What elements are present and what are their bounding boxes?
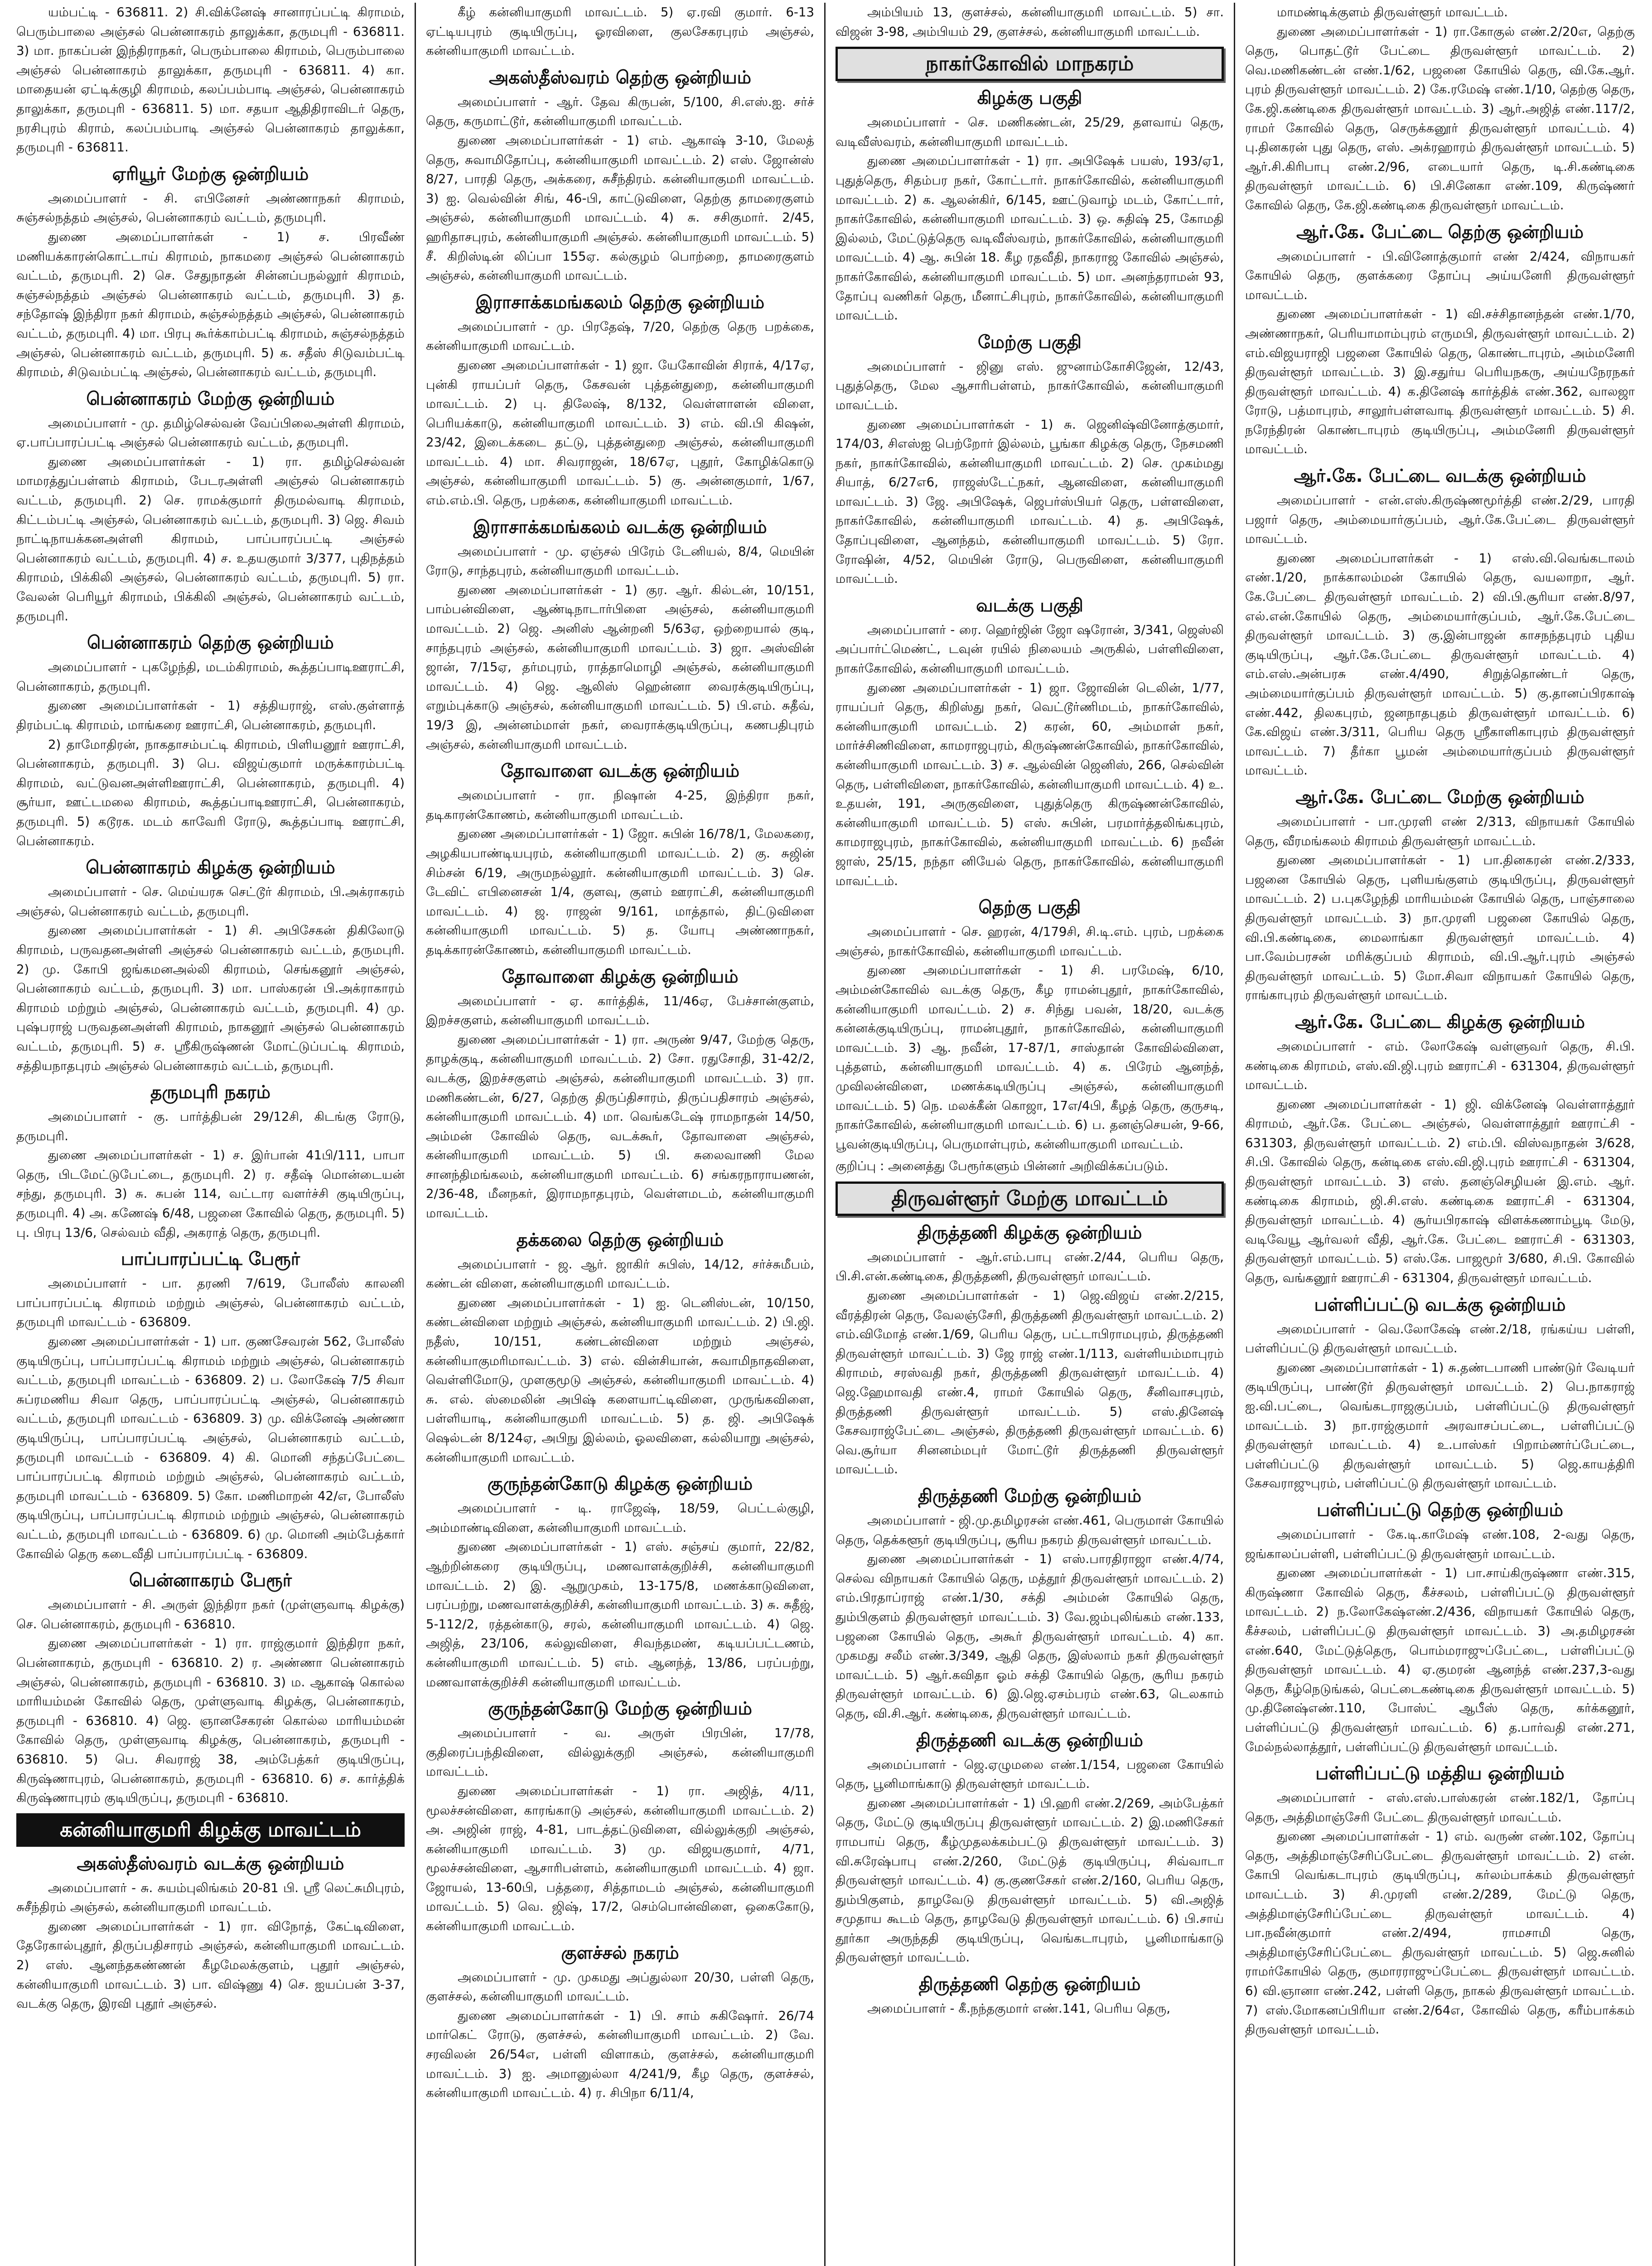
section-heading: குருந்தன்கோடு மேற்கு ஒன்றியம் [488, 1699, 752, 1719]
newspaper-page [6, 3, 1646, 2266]
section-heading: தோவாளை வடக்கு ஒன்றியம் [500, 761, 740, 782]
member-paragraph: துணை அமைப்பாளர்கள் - 1) ரா.கோகுல் எண்.2/20எ, தெற்கு தெரு, பொதட்டூர் பேட்டை திருவள்ளூர் மாவட்டம். 2) வெ.மணிகண்டன் எண்.1/62, பஜனை கோயில் தெரு, வி.கே.ஆர். புரம் திருவள்ளூர் மாவட்டம். 2) கே.ரமேஷ் எண்.1/10, தெற்கு தெரு, கே.ஜி.கண்டிகை திருவள்ளூர் மாவட்டம். 3) ஆர்.அஜித் எண்.117/2, ராமர் கோவில் தெரு, செருக்கனூர் திருவள்ளூர் மாவட்டம். 4) பு.தினகரன் புது தெரு, எஸ். அக்ரஹாரம் திருவள்ளூர் மாவட்டம். 5) ஆர்.சி.கிரிபாபு எண்.2/96, எடையார் தெரு, டி.சி.கண்டிகை திருவள்ளூர் மாவட்டம். 6) பி.சினேகா எண்.109, கிருஷ்ணர் கோவில் தெரு, கே.ஜி.கண்டிகை திருவள்ளூர் மாவட்டம். [1245, 24, 1635, 213]
member-paragraph: துணை அமைப்பாளர்கள் - 1) ரா. விநோத், கேட்டிவிளை, தேரேகால்புதூர், திருப்பதிசாரம் அஞ்சல், கன்னியாகுமரி மாவட்டம். 2) எஸ். ஆனந்தகண்ணன் கீழமேலக்குளம், புதூர் அஞ்சல், கன்னியாகுமரி மாவட்டம். 3) பா. விஷ்ணு 4) செ. ஐயப்பன் 3-37, வடக்கு தெரு, இரவி புதூர் அஞ்சல். [16, 1918, 405, 2011]
section-heading: ஆர்.கே. பேட்டை கிழக்கு ஒன்றியம் [1295, 1012, 1585, 1032]
member-paragraph: துணை அமைப்பாளர்கள் - 1) சத்தியராஜ், எஸ்.குள்ளாத் திரம்பட்டி கிராமம், மாங்கரை ஊராட்சி, பென்னாகரம், தருமபுரி. [16, 698, 405, 732]
section-heading: பள்ளிப்பட்டு வடக்கு ஒன்றியம் [1314, 1294, 1566, 1315]
member-paragraph: துணை அமைப்பாளர்கள் - 1) பா. குணசேவரன் 562, போலீஸ் குடியிருப்பு, பாப்பாரப்பட்டி கிராமம் மற்றும் அஞ்சல், பென்னாகரம் வட்டம், தருமபுரி மாவட்டம் - 636809. 2) ப. லோகேஷ் 7/5 சிவா சுப்ரமணிய சிவா தெரு, பாப்பாரப்பட்டி அஞ்சல், பென்னாகரம் வட்டம், தருமபுரி மாவட்டம் - 636809. 3) மு. விக்னேஷ் அண்ணா குடியிருப்பு, பாப்பாரப்பட்டி அஞ்சல், பென்னாகரம் வட்டம், தருமபுரி மாவட்டம் - 636809. 4) கி. மொனி சந்தப்பேட்டை பாப்பாரப்பட்டி கிராமம் மற்றும் அஞ்சல், பென்னாகரம் வட்டம், தருமபுரி மாவட்டம் - 636809. 5) கோ. மணிமாறன் 42/எ, போலீஸ் குடியிருப்பு, பாப்பாரப்பட்டி கிராமம் மற்றும் அஞ்சல், பென்னாகரம் வட்டம், தருமபுரி மாவட்டம் - 636809. 6) மு. மொனி அம்பேத்கார் கோவில் தெரு கடைவீதி பாப்பாரப்பட்டி - 636809. [16, 1334, 405, 1561]
member-paragraph: அமைப்பாளர் - மு. முகமது அப்துல்லா 20/30, பள்ளி தெரு, குளச்சல், கன்னியாகுமரி மாவட்டம். [426, 1969, 814, 2004]
section-heading: வடக்கு பகுதி [976, 595, 1083, 616]
section-heading: தருமபுரி நகரம் [150, 1082, 271, 1103]
member-paragraph: துணை அமைப்பாளர்கள் - 1) ஜெ.விஜய் எண்.2/215, வீரத்திரன் தெரு, வேலஞ்சேரி, திருத்தணி திருவள்ளூர் மாவட்டம். 2) எம்.விமோத் எண்.1/69, பெரிய தெரு, பட்டாபிராமபுரம், திருத்தணி திருவள்ளூர் மாவட்டம். 3) ஜே ராஜ் எண்.1/113, வள்ளியம்மாபுரம் கிராமம், சரஸ்வதி நகர், திருத்தணி திருவள்ளூர் மாவட்டம். 4) ஜெ.ஹேமாவதி எண்.4, ராமர் கோயில் தெரு, சீனிவாசபுரம், திருத்தணி திருவள்ளூர் மாவட்டம். 5) எஸ்.தினேஷ் கேசவராஜ்பேட்டை அஞ்சல், திருத்தணி திருவள்ளூர் மாவட்டம். 6) வெ.சூர்யா சினனம்மபுர் மோட்டூர் திருத்தணி திருவள்ளூர் மாவட்டம். [836, 1288, 1224, 1477]
member-paragraph: அமைப்பாளர் - புகழேந்தி, மடம்கிராமம், கூத்தப்பாடிஊராட்சி, பென்னாகரம், தருமபுரி. [16, 659, 405, 694]
section-heading: பென்னாகரம் பேரூர் [129, 1570, 292, 1591]
section-heading: திருத்தணி வடக்கு ஒன்றியம் [916, 1730, 1143, 1751]
section-heading: தோவாளை கிழக்கு ஒன்றியம் [502, 966, 739, 987]
section-heading: அகஸ்தீஸ்வரம் வடக்கு ஒன்றியம் [77, 1853, 344, 1874]
section-heading: ஆர்.கே. பேட்டை தெற்கு ஒன்றியம் [1296, 222, 1584, 242]
member-paragraph: அமைப்பாளர் - செ. மணிகண்டன், 25/29, தளவாய் தெரு, வடிவீஸ்வரம், கன்னியாகுமரி மாவட்டம். [836, 115, 1224, 149]
member-paragraph: அமைப்பாளர் - ஆர். தேவ கிருபன், 5/100, சி.எஸ்.ஐ. சர்ச் தெரு, கருமாட்டூர், கன்னியாகுமரி மாவட்டம். [426, 94, 814, 129]
note-text: குறிப்பு : அனைத்து பேரூர்களும் பின்னர் அறிவிக்கப்படும். [836, 1158, 1169, 1174]
member-paragraph: அமைப்பாளர் - வ. அருள் பிரபின், 17/78, குதிரைப்பந்திவிளை, வில்லுக்குறி அஞ்சல், கன்னியாகுமரி மாவட்டம். [426, 1725, 814, 1779]
member-paragraph: அமைப்பாளர் - செ. மெய்யரசு செட்டூர் கிராமம், பி.அக்ராகரம் அஞ்சல், பென்னாகரம் வட்டம், தருமபுரி. [16, 884, 405, 919]
member-paragraph: அமைப்பாளர் - ரா. நிஷான் 4-25, இந்திரா நகர், தடிகாரன்கோணம், கன்னியாகுமரி மாவட்டம். [426, 788, 814, 822]
section-heading: ஆர்.கே. பேட்டை வடக்கு ஒன்றியம் [1294, 466, 1586, 487]
member-paragraph: துணை அமைப்பாளர்கள் - 1) ஐ. டெனிஸ்டன், 10/150, கண்டன்விளை மற்றும் அஞ்சல், கன்னியாகுமரி மாவட்டம். 2) பி.ஜி. நதீஸ், 10/151, கண்டன்விளை மற்றும் அஞ்சல், கன்னியாகுமரிமாவட்டம். 3) எல். வின்சியான், சுவாமிநாதவிளை, வெள்ளிமோடு, முளகுமூடு அஞ்சல், கன்னியாகுமரி மாவட்டம். 4) சு. எல். ஸ்மைலின் அபிஷ் களையாட்டிவிளை, முருங்கவிளை, பள்ளியாடி, கன்னியாகுமரி மாவட்டம். 5) த. ஜி. அபிஷேக் ஷெல்டன் 8/124ஏ, அபிநு இல்லம், ஓலவிளை, கல்லியாறு அஞ்சல், கன்னியாகுமரி மாவட்டம். [426, 1295, 814, 1465]
member-paragraph: அமைப்பாளர் - கு. பார்த்திபன் 29/12சி, கிடங்கு ரோடு, தருமபுரி. [16, 1109, 405, 1143]
member-paragraph: அமைப்பாளர் - மு. ஏஞ்சல் பிரேம் டேனியல், 8/4, மெயின் ரோடு, சாந்தபுரம், கன்னியாகுமரி மாவட்டம். [426, 543, 814, 578]
member-paragraph: அமைப்பாளர் - எஸ்.எஸ்.பாஸ்கரன் எண்.182/1, தோப்பு தெரு, அத்திமாஞ்சேரி பேட்டை திருவள்ளூர் மாவட்டம். [1245, 1790, 1635, 1825]
member-paragraph: அமைப்பாளர் - ஜினு எஸ். ஜுனாம்கோசிஜேன், 12/43, புதுத்தெரு, மேல ஆசாரிபள்ளம், நாகர்கோவில், கன்னியாகுமரி மாவட்டம். [836, 358, 1224, 412]
section-heading: குளச்சல் நகரம் [561, 1942, 679, 1963]
member-paragraph: மாமண்டிக்குளம் திருவள்ளூர் மாவட்டம். [1277, 5, 1508, 19]
member-paragraph: துணை அமைப்பாளர்கள் - 1) பா.சாய்கிருஷ்ணா எண்.315, கிருஷ்ணா கோவில் தெரு, கீச்சலம், பள்ளிப்பட்டு திருவள்ளூர் மாவட்டம். 2) ந.லோகேஷ்எண்.2/436, விநாயகர் கோயில் தெரு, கீச்சலம், பள்ளிப்பட்டு திருவள்ளூர் மாவட்டம். 3) அ.தமிழரசன் எண்.640, மேட்டுத்தெரு, பொம்மராஜுப்பேட்டை, பள்ளிப்பட்டு திருவள்ளூர் மாவட்டம். 4) ஏ.குமரன் ஆனந்த் எண்.237,3-வது தெரு, கீழ்நெடுங்கல், பெட்டைகண்டிகை திருவள்ளூர் மாவட்டம். 5) மு.தினேஷ்எண்.110, போஸ்ட் ஆபீஸ் தெரு, கர்க்கனூர், பள்ளிப்பட்டு திருவள்ளூர் மாவட்டம். 6) த.பார்வதி எண்.271, மேல்நல்லாத்தூர், பள்ளிப்பட்டு திருவள்ளூர் மாவட்டம். [1245, 1565, 1635, 1754]
section-heading: குருந்தன்கோடு கிழக்கு ஒன்றியம் [487, 1474, 753, 1495]
member-paragraph: யம்பட்டி - 636811. 2) சி.விக்னேஷ் சானாரப்பட்டி கிராமம், பெரும்பாலை அஞ்சல் பென்னாகரம் தாலுக்கா, தருமபுரி - 636811. 3) மா. நாகப்பன் இந்திராநகர், பெரும்பாலை கிராமம், பெரும்பாலை அஞ்சல் பென்னாகரம் தாலுக்கா, தருமபுரி - 636811. 4) கா. மாதையன் ஏட்டிக்குழி கிராமம், கலப்பம்பாடி அஞ்சல், பென்னாகரம் தாலுக்கா, தருமபுரி - 636811. 5) மா. சதயா ஆதிதிராவிடர் தெரு, நரசிபுரம் கிராம், கலப்பம்பாடி அஞ்சல் பென்னாகரம் தாலுக்கா, தருமபுரி - 636811. [16, 5, 405, 155]
member-paragraph: 2) தாமோதிரன், நாகதாசம்பட்டி கிராமம், பிளியனூர் ஊராட்சி, பென்னாகரம், தருமபுரி. 3) பெ. விஜய்குமார் மருக்காரம்பட்டி கிராமம், வட்டுவனஅள்ளிஊராட்சி, பென்னாகரம், தருமபுரி. 4) சூர்யா, ஊட்டமலை கிராமம், கூத்தப்பாடிஊராட்சி, பென்னாகரம், தருமபுரி. 5) கடூரக. மடம் காவேரி ரோடு, கூத்தப்பாடி ஊராட்சி, பென்னாகரம். [16, 736, 405, 848]
member-paragraph: துணை அமைப்பாளர்கள் - 1) ரா. அருண் 9/47, மேற்கு தெரு, தாழக்குடி, கன்னியாகுமரி மாவட்டம். 2) சோ. ரதுசோதி, 31-42/2, வடக்கு, இறச்சகுளம் அஞ்சல், கன்னியாகுமரி மாவட்டம். 3) ரா. மணிகண்டன், 6/27, தெற்கு திருப்திசாரம், திருப்பதிசாரம் அஞ்சல், கன்னியாகுமரி மாவட்டம். 4) மா. வெங்கடேஷ் ராமநாதன் 14/50, அம்மன் கோவில் தெரு, வடக்கூர், தோவாளை அஞ்சல், கன்னியாகுமரி மாவட்டம். 5) பி. சுலைவாணி மேல சானந்திமங்கலம், கன்னியாகுமரி மாவட்டம். 6) சங்கரநாராயணன், 2/36-48, மீனநகர், இராமநாதபுரம், வெள்ளமடம், கன்னியாகுமரி மாவட்டம். [426, 1031, 814, 1221]
member-paragraph: அமைப்பாளர் - சு. சுயம்புலிங்கம் 20-81 பி. ஸ்ரீ லெட்சுமிபுரம், சுசீந்திரம் அஞ்சல், கன்னியாகுமரி மாவட்டம். [16, 1880, 405, 1915]
member-paragraph: அமைப்பாளர் - பா.முரளி எண் 2/313, விநாயகர் கோயில் தெரு, வீரமங்கலம் கிராமம் திருவள்ளூர் மாவட்டம். [1245, 813, 1635, 848]
section-heading: பென்னாகரம் தெற்கு ஒன்றியம் [87, 633, 334, 654]
section-heading: பாப்பாரப்பட்டி பேரூர் [121, 1249, 300, 1270]
section-heading: தக்கலை தெற்கு ஒன்றியம் [516, 1230, 724, 1250]
member-paragraph: துணை அமைப்பாளர்கள் - 1) ஜா. ஜோவின் டெலின், 1/77, ராயப்பர் தெரு, கிறிஸ்து நகர், வெட்டூர்ணிமடம், நாகர்கோவில், கன்னியாகுமரி மாவட்டம். 2) கரன், 60, அம்மாள் நகர், மார்ச்சிணிவிளை, காமராஜபுரம், கிருஷ்ணன்கோவில், நாகர்கோவில், கன்னியாகுமரி மாவட்டம். 3) ச. ஆல்வின் ஜெனிஸ், 266, செல்வின் தெரு, பள்ளிவிளை, நாகர்கோவில், கன்னியாகுமரி மாவட்டம். 4) உ. உதயன், 191, அருகுவிளை, புதுத்தெரு கிருஷ்ணன்கோவில், கன்னியாகுமரி மாவட்டம். 5) எஸ். சுபின், பரமார்த்தலிங்கபுரம், காமராஜபுரம், நாகர்கோவில், கன்னியாகுமரி மாவட்டம். 6) நவீன் ஜாஸ், 25/15, நந்தா னியேல் தெரு, நாகர்கோவில், கன்னியாகுமரி மாவட்டம். [836, 680, 1224, 888]
member-paragraph: துணை அமைப்பாளர்கள் - 1) ச. பிரவீண் மணியக்காரன்கொட்டாய் கிராமம், நாகமரை அஞ்சல் பென்னாகரம் வட்டம், தருமபுரி. 2) செ. சேதுநாதன் சின்னப்பநல்லூர் கிராமம், சுஞ்சல்நத்தம் அஞ்சல் பென்னாகரம் வட்டம், தருமபுரி. 3) த. சந்தோஷ் இந்திரா நகர் கிராமம், சுஞ்சல்நத்தம் அஞ்சல், பென்னாகரம் வட்டம், தருமபுரி. 4) மா. பிரபு கூர்க்காம்பட்டி கிராமம், சுஞ்சல்நத்தம் அஞ்சல், பென்னாகரம் வட்டம், தருமபுரி. 5) க. சதீஸ் சிடுவம்பட்டி கிராமம், சிடுவம்பட்டி அஞ்சல், பென்னாகரம் வட்டம், தருமபுரி. [16, 229, 405, 380]
section-heading: பள்ளிப்பட்டு மத்திய ஒன்றியம் [1315, 1763, 1565, 1784]
member-paragraph: அமைப்பாளர் - ரை. ஹெர்ஜின் ஜோ ஷரோன், 3/341, ஜெஸ்லி அப்பார்ட்மெண்ட், டவுன் ரயில் நிலையம் அருகில், பள்ளிவிளை, நாகர்கோவில், கன்னியாகுமரி மாவட்டம். [836, 622, 1224, 676]
member-paragraph: அமைப்பாளர் - பா. தரணி 7/619, போலீஸ் காலனி பாப்பாரப்பட்டி கிராமம் மற்றும் அஞ்சல், பென்னாகரம் வட்டம், தருமபுரி மாவட்டம் - 636809. [16, 1276, 405, 1330]
member-paragraph: அமைப்பாளர் - ஏ. கார்த்திக், 11/46ஏ, பேச்சான்குளம், இறச்சகுளம், கன்னியாகுமரி மாவட்டம். [426, 993, 814, 1028]
member-paragraph: துணை அமைப்பாளர்கள் - 1) ச. இர்பான் 41பி/111, பாபா தெரு, பிடமேட்டுபேட்டை, தருமபுரி. 2) ர. சதீஷ் மொன்டையன் சந்து, தருமபுரி. 3) சு. சுபன் 114, வட்டார வளர்ச்சி குடியிருப்பு, தருமபுரி. 4) அ. கணேஷ் 6/48, பஜனை கோவில் தெரு, தருமபுரி. 5) பு. பிரபு 13/6, செல்வம் வீதி, அகராத் தெரு, தருமபுரி. [16, 1148, 405, 1240]
member-paragraph: அமைப்பாளர் - செ. ஹரன், 4/179சி, சி.டி.எம். புரம், பறக்கை அஞ்சல், நாகர்கோவில், கன்னியாகுமரி மாவட்டம். [836, 924, 1224, 959]
member-paragraph: அமைப்பாளர் - மு. தமிழ்செல்வன் வேப்பிலைஅள்ளி கிராமம், ஏ.பாப்பாரப்பட்டி அஞ்சல் பென்னாகரம் வட்டம், தருமபுரி. [16, 415, 405, 450]
section-heading: இராசாக்கமங்கலம் தெற்கு ஒன்றியம் [475, 292, 765, 313]
member-paragraph: துணை அமைப்பாளர்கள் - 1) பா.தினகரன் எண்.2/333, பஜனை கோயில் தெரு, புளியங்குளம் குடியிருப்பு, திருவள்ளூர் மாவட்டம். 2) ப.புகழேந்தி மாரியம்மன் கோயில் தெரு, பாஞ்சாலை திருவள்ளூர் மாவட்டம். 3) நா.முரளி பஜனை கோயில் தெரு, வி.பி.கண்டிகை, மைலாங்கா திருவள்ளூர் மாவட்டம். 4) பா.வேம்பரசன் மரிக்குப்பம் கிராமம், வி.பி.ஆர்.புரம் அஞ்சல் திருவள்ளூர் மாவட்டம். 5) மோ.சிவா விநாயகர் கோயில் தெரு, ராங்காபுரம் திருவள்ளூர் மாவட்டம். [1245, 852, 1635, 1003]
section-heading: திருத்தணி கிழக்கு ஒன்றியம் [917, 1222, 1142, 1243]
column-3 [826, 3, 1235, 2266]
column-4 [1235, 3, 1645, 2266]
section-heading: பள்ளிப்பட்டு தெற்கு ஒன்றியம் [1317, 1500, 1563, 1520]
column-1 [6, 3, 416, 2266]
member-paragraph: துணை அமைப்பாளர்கள் - 1) சு. ஜெனிஷ்வினோத்குமார், 174/03, சிஎஸ்ஐ பெற்றோர் இல்லம், பூங்கா கிழக்கு தெரு, நேசமணி நகர், நாகர்கோவில், கன்னியாகுமரி மாவட்டம். 2) செ. முகம்மது சியாத், 6/27எ6, ராஜஸ்டேட்நகர், ஆனவிளை, கன்னியாகுமரி மாவட்டம். 3) ஜே. அபிஷேக், ஜெபர்ஸ்பியர் தெரு, பள்ளவிளை, நாகர்கோவில், கன்னியாகுமரி மாவட்டம். 4) த. அபிஷேக், தோப்புவிளை, ஆனந்தம், கன்னியாகுமரி மாவட்டம். 5) ரோ. ரோஷின், 4/52, மெயின் ரோடு, பெருவிளை, கன்னியாகுமரி மாவட்டம். [836, 416, 1224, 586]
member-paragraph: துணை அமைப்பாளர்கள் - 1) ஜா. யேகோவின் சிராக், 4/17ஏ, புன்கி ராயப்பர் தெரு, கேசவன் புத்தன்துறை, கன்னியாகுமரி மாவட்டம். 2) பு. திலேஷ், 8/132, வெள்ளாளன் விளை, பெரியக்காடு, கன்னியாகுமரி மாவட்டம். 3) எம். வி.பி கிஷன், 23/42, இடைக்கடை தட்டு, புத்தன்துறை அஞ்சல், கன்னியாகுமரி மாவட்டம். 4) மா. சிவராஜன், 18/67ஏ, புதூர், கோழிக்கொடு அஞ்சல், கன்னியாகுமரி மாவட்டம். 5) கு. அன்னகுமார், 1/67, எம்.எம்.பி. தெரு, பறக்கை, கன்னியாகுமரி மாவட்டம். [426, 357, 814, 508]
district-heading: கன்னியாகுமரி கிழக்கு மாவட்டம் [16, 1813, 405, 1847]
member-paragraph: துணை அமைப்பாளர்கள் - 1) ஜோ. சுபின் 16/78/1, மேலகரை, அழகியபாண்டியபுரம், கன்னியாகுமரி மாவட்டம். 2) கு. சுஜின் சிம்சன் 6/19, அருமநல்லூர். கன்னியாகுமரி மாவட்டம். 3) செ. டேவிட் எபினைசன் 1/4, குளவு, குளம் ஊராட்சி, கன்னியாகுமரி மாவட்டம். 4) ஜ. ராஜன் 9/161, மாத்தால், திட்டுவிளை கன்னியாகுமரி மாவட்டம். 5) த. யோபு அண்ணாநகர், தடிக்காரன்கோணம், கன்னியாகுமரி மாவட்டம். [426, 826, 814, 957]
section-heading: ஆர்.கே. பேட்டை மேற்கு ஒன்றியம் [1295, 787, 1584, 808]
column-2 [416, 3, 826, 2266]
member-paragraph: துணை அமைப்பாளர்கள் - 1) சி. அபிசேகன் திகிலோடு கிராமம், பருவதனஅள்ளி அஞ்சல் பென்னாகரம் வட்டம், தருமபுரி. 2) மு. கோபி ஜங்கமனஅல்லி கிராமம், செங்கனூர் அஞ்சல், பென்னாகரம் வட்டம், தருமபுரி. 3) மா. பாஸ்கரன் பி.அக்ராகாரம் கிராமம் மற்றும் அஞ்சல், பென்னாகரம் வட்டம், தருமபுரி. 4) மு. புஷ்பராஜ் பருவதனஅள்ளி கிராமம், நாகனூர் அஞ்சல் பென்னாகரம் வட்டம், தருமபுரி. 5) ச. ஸ்ரீகிருஷ்ணன் மோட்டுப்பட்டி கிராமம், சத்தியநாதபுரம் அஞ்சல் பென்னாகரம் வட்டம், தருமபுரி. [16, 923, 405, 1073]
member-paragraph: அமைப்பாளர் - சி. எபினேசர் அண்ணாநகர் கிராமம், சுஞ்சல்நத்தம் அஞ்சல், பென்னாகரம் வட்டம், தருமபுரி. [16, 190, 405, 225]
member-paragraph: அமைப்பாளர் - எம். லோகேஷ் வள்ளுவர் தெரு, சி.பி. கண்டிகை கிராமம், எஸ்.வி.ஜி.புரம் ஊராட்சி - 631304, திருவள்ளூர் மாவட்டம். [1245, 1038, 1635, 1093]
district-heading: திருவள்ளூர் மேற்கு மாவட்டம் [836, 1181, 1224, 1216]
member-paragraph: அம்பியம் 13, குளச்சல், கன்னியாகுமரி மாவட்டம். 5) சா. விஜன் 3-98, அம்பியம் 29, குளச்சல், கன்னியாகுமரி மாவட்டம். [836, 5, 1224, 39]
district-heading: நாகர்கோவில் மாநகரம் [836, 47, 1224, 81]
member-paragraph: அமைப்பாளர் - ஜ. ஆர். ஜாகிர் சுபிஸ், 14/12, சர்ச்சுமீபம், கண்டன் விளை, கன்னியாகுமரி மாவட்டம். [426, 1256, 814, 1291]
member-paragraph: அமைப்பாளர் - ஜி.மு.தமிழரசன் எண்.461, பெருமாள் கோயில் தெரு, தெக்களூர் குடியிருப்பு, சூரிய நகரம் திருவள்ளூர் மாவட்டம். [836, 1513, 1224, 1547]
section-heading: பென்னாகரம் கிழக்கு ஒன்றியம் [86, 857, 335, 878]
section-heading: இராசாக்கமங்கலம் வடக்கு ஒன்றியம் [473, 517, 767, 537]
member-paragraph: துணை அமைப்பாளர்கள் - 1) ரா. அஜித், 4/11, மூலச்சன்விளை, காரங்காடு அஞ்சல், கன்னியாகுமரி மாவட்டம். 2) அ. அஜின் ராஜ், 4-81, பாடத்தட்டுவிளை, வில்லுக்குறி அஞ்சல், கன்னியாகுமரி மாவட்டம். 3) மு. விஜயகுமார், 4/71, மூலச்சன்விளை, ஆசாரிபள்ளம், கன்னியாகுமரி மாவட்டம். 4) ஜா. ஜோயல், 13-60பி, பத்தரை, சித்தாமடம் அஞ்சல், கன்னியாகுமரி மாவட்டம். 5) வெ. ஜிஷ், 17/2, செம்பொன்விளை, ஒகைகோடு, கன்னியாகுமரி மாவட்டம். [426, 1783, 814, 1934]
member-paragraph: துணை அமைப்பாளர்கள் - 1) சு.தண்டபாணி பாண்டுர் வேடியர் குடியிருப்பு, பாண்டூர் திருவள்ளூர் மாவட்டம். 2) பெ.நாகராஜ் ஐ.வி.பட்டை, வெங்கடராஜகுப்பம், பள்ளிப்பட்டு திருவள்ளூர் மாவட்டம். 3) நா.ராஜ்குமார் அரவாசப்பட்டை, பள்ளிப்பட்டு திருவள்ளூர் மாவட்டம். 4) உ.பாஸ்கர் பிறாம்ணர்ப்பேட்டை, பள்ளிப்பட்டு திருவள்ளூர் மாவட்டம். 5) ஜெ.காயத்திரி கேசவராஜுபுரம், பள்ளிப்பட்டு திருவள்ளூர் மாவட்டம். [1245, 1360, 1635, 1491]
member-paragraph: அமைப்பாளர் - என்.எஸ்.கிருஷ்ணமூர்த்தி எண்.2/29, பாரதி பஜார் தெரு, அம்மையார்குப்பம், ஆர்.கே.பேட்டை திருவள்ளூர் மாவட்டம். [1245, 493, 1635, 547]
member-paragraph: துணை அமைப்பாளர்கள் - 1) எஸ்.வி.வெங்கடாலம் எண்.1/20, நாக்காலம்மன் கோயில் தெரு, வயலாறா, ஆர். கே.பேட்டை திருவள்ளூர் மாவட்டம். 2) வி.பி.சூரியா எண்.8/97, எல்.என்.கோயில் தெரு, அம்மையார்குப்பம், ஆர்.கே.பேட்டை திருவள்ளூர் மாவட்டம். 3) கு.இன்பாஜன் காசநந்தபுரம் புதிய குடியிருப்பு, ஆர்.கே.பேட்டை திருவள்ளூர் மாவட்டம். 4) எம்.எஸ்.அன்பரசு எண்.4/490, சிறுத்தொண்டர் தெரு, அம்மையார்குப்பம் திருவள்ளூர் மாவட்டம். 5) கு.தானப்பிரகாஷ் எண்.442, திலகபுரம், ஜனநாதபுதம் திருவள்ளூர் மாவட்டம். 6) கே.விஜய் எண்.3/311, பெரிய தெரு ஸ்ரீகாளிகாபுரம் திருவள்ளூர் மாவட்டம். 7) தீர்கா பூமன் அம்மையார்குப்பம் திருவள்ளூர் மாவட்டம். [1245, 550, 1635, 778]
member-paragraph: கீழ் கன்னியாகுமரி மாவட்டம். 5) ஏ.ரவி குமார். 6-13 ஏட்டியபுரம் குடியிருப்பு, ஓரவிளை, குலசேகரபுரம் அஞ்சல், கன்னியாகுமரி மாவட்டம். [426, 5, 814, 58]
section-heading: தெற்கு பகுதி [978, 897, 1081, 918]
member-paragraph: அமைப்பாளர் - கீ.நந்தகுமார் எண்.141, பெரிய தெரு, [867, 2001, 1170, 2016]
member-paragraph: அமைப்பாளர் - சி. அருள் இந்திரா நகர் (முள்ளுவாடி கிழக்கு) செ. பென்னாகரம், தருமபுரி - 636810. [16, 1597, 405, 1632]
member-paragraph: துணை அமைப்பாளர்கள் - 1) எம். வருண் எண்.102, தோப்பு தெரு, அத்திமாஞ்சேரிப்பேட்டை திருவள்ளூர் மாவட்டம். 2) என். கோபி வெங்கடாபுரம் குடியிருப்பு, கர்லம்பாக்கம் திருவள்ளூர் மாவட்டம். 3) சி.முரளி எண்.2/289, மேட்டு தெரு, அத்திமாஞ்சேரிப்பேட்டை திருவள்ளூர் மாவட்டம். 4) பா.நவீன்குமார் எண்.2/494, ராமசாமி தெரு, அத்திமாஞ்சேரிப்பேட்டை திருவள்ளூர் மாவட்டம். 5) ஜெ.சுனில் ராமர்கோயில் தெரு, குமாரராஜுப்பேட்டை திருவள்ளூர் மாவட்டம். 6) வி.ஞானா எண்.242, பள்ளி தெரு, நாகல் திருவள்ளூர் மாவட்டம். 7) எஸ்.மோகனப்பிரியா எண்.2/64எ, கோவில் தெரு, கரீம்பாக்கம் திருவள்ளூர் மாவட்டம். [1245, 1829, 1635, 2037]
member-paragraph: அமைப்பாளர் - டி. ராஜேஷ், 18/59, பெட்டல்குழி, அம்மாண்டிவிளை, கன்னியாகுமரி மாவட்டம். [426, 1501, 814, 1535]
member-paragraph: துணை அமைப்பாளர்கள் - 1) பி.ஹரி எண்.2/269, அம்பேத்கர் தெரு, மேட்டு குடியிருப்பு திருவள்ளூர் மாவட்டம். 2) இ.மணிசேகர் ராமபாய் தெரு, கீழ்முதலக்கம்பட்டு திருவள்ளூர் மாவட்டம். 3) வி.சுரேஷ்பாபு எண்.2/260, மேட்டுத் குடியிருப்பு, சிவ்வாடா திருவள்ளூர் மாவட்டம். 4) கு.குணசேகர் எண்.2/160, பெரிய தெரு, தும்பிகுளம், தாழவேடு திருவள்ளூர் மாவட்டம். 5) வி.அஜித் சமுதாய கூடம் தெரு, தாழவேடு திருவள்ளூர் மாவட்டம். 6) பி.சாய் தூர்கா அருந்ததி குடியிருப்பு, வெங்கடாபுரம், பூனிமாங்காடு திருவள்ளூர் மாவட்டம். [836, 1795, 1224, 1965]
member-paragraph: துணை அமைப்பாளர்கள் - 1) குர. ஆர். கில்டன், 10/151, பாம்பன்விளை, ஆண்டிநாடார்பிளை அஞ்சல், கன்னியாகுமரி மாவட்டம். 2) ஜெ. அனிஸ் ஆன்றனி 5/63ஏ, ஒற்றையால் குடி, சாந்தபுரம் அஞ்சல், கன்னியாகுமரி மாவட்டம். 3) ஜா. அஸ்வின் ஜான், 7/15ஏ, தர்மபுரம், ராத்தாமொழி அஞ்சல், கன்னியாகுமரி மாவட்டம். 4) ஜெ. ஆலிஸ் ஹென்னா வைரக்குடியிருப்பு, எறும்புக்காடு அஞ்சல், கன்னியாகுமரி மாவட்டம். 5) பி.எம். சுதீவ், 19/3 இ, அன்னம்மாள் நகர், வைராக்குடியிருப்பு, கணபதிபுரம் அஞ்சல், கன்னியாகுமரி மாவட்டம். [426, 582, 814, 752]
member-paragraph: துணை அமைப்பாளர்கள் - 1) எம். ஆகாஷ் 3-10, மேலத் தெரு, சுவாமிதோப்பு, கன்னியாகுமரி மாவட்டம். 2) எஸ். ஜோன்ஸ் 8/27, பாரதி தெரு, அக்கரை, சுசீந்திரம். கன்னியாகுமரி மாவட்டம். 3) ஐ. வெல்வின் சிங், 46-பி, காட்டுவிளை, தெற்கு தாமரைகுளம் அஞ்சல், கன்னியாகுமரி மாவட்டம். 4) சு. சசிகுமார். 2/45, ஹரிதாசபுரம், கன்னியாகுமரி அஞ்சல். கன்னியாகுமரி மாவட்டம். 5) சீ. கிறிஸ்டின் லிப்பா 155ஏ. கல்குழம் பொற்றை, தாமரைகுளம் அஞ்சல், கன்னியாகுமரி மாவட்டம். [426, 132, 814, 283]
section-heading: கிழக்கு பகுதி [977, 88, 1082, 109]
member-paragraph: அமைப்பாளர் - கே.டி.காமேஷ் எண்.108, 2-வது தெரு, ஜங்காலப்பள்ளி, பள்ளிப்பட்டு திருவள்ளூர் மாவட்டம். [1245, 1526, 1635, 1561]
member-paragraph: துணை அமைப்பாளர்கள் - 1) எஸ். சஞ்சய் குமார், 22/82, ஆற்றின்கரை குடியிருப்பு, மணவாளக்குறிச்சி, கன்னியாகுமரி மாவட்டம். 2) இ. ஆறுமுகம், 13-175/8, மணக்காடுவிளை, பரப்பற்று, மணவாளக்குறிச்சி, கன்னியாகுமரி மாவட்டம். 3) சு. சுதீஜ், 5-112/2, ரத்தன்காடு, சரல், கன்னியாகுமரி மாவட்டம். 4) ஜெ. அஜித், 23/106, கல்லுவிளை, சிவந்தமண், கடியப்பட்டணம், கன்னியாகுமரி மாவட்டம். 5) எம். ஆனந்த், 13/86, பரப்பற்று, மணவாளக்குறிச்சி கன்னியாகுமரி மாவட்டம். [426, 1539, 814, 1690]
member-paragraph: துணை அமைப்பாளர்கள் - 1) ரா. அபிஷேக் பயஸ், 193/ஏ1, புதுத்தெரு, சிதம்பர நகர், கோட்டார். நாகர்கோவில், கன்னியாகுமரி மாவட்டம். 2) க. ஆலன்கிர், 6/145, ஊட்டுவாழ் மடம், கோட்டார், நாகர்கோவில், கன்னியாகுமரி மாவட்டம். 3) ஒ. சுதிஷ் 25, கோமதி இல்லம், மேட்டுத்தெரு வடிவீஸ்வரம், நாகர்கோவில், கன்னியாகுமரி மாவட்டம். 4) ஆ. சுபின் 18. கீழ ரதவீதி, நாகராஜ கோவில் அஞ்சல், நாகர்கோவில், கன்னியாகுமரி மாவட்டம். 5) மா. அனந்தராமன் 93, தோப்பு வணிகர் தெரு, மீனாட்சிபுரம், நாகர்கோவில், கன்னியாகுமரி மாவட்டம். [836, 153, 1224, 323]
section-heading: ஏரியூர் மேற்கு ஒன்றியம் [112, 164, 309, 184]
member-paragraph: அமைப்பாளர் - பி.வினோத்குமார் எண் 2/424, விநாயகர் கோயில் தெரு, குளக்கரை தோப்பு அய்யனேரி திருவள்ளூர் மாவட்டம். [1245, 248, 1635, 302]
member-paragraph: துணை அமைப்பாளர்கள் - 1) வி.சச்சிதானந்தன் எண்.1/70, அண்ணாநகர், பெரியாமாம்புரம் எருமபி, திருவள்ளூர் மாவட்டம். 2) எம்.விஜயராஜி பஜனை கோயில் தெரு, கொண்டாபுரம், அம்மனேரி திருவள்ளூர் மாவட்டம். 3) இ.சதுர்ய பெரியநகரு, அய்யநேரநகர் திருவள்ளூர் மாவட்டம். 4) க.தினேஷ் கார்த்திக் எண்.362, வாலஜா ரோடு, பத்மாபுரம், சாலூர்பள்ளவாடி திருவள்ளூர் மாவட்டம். 5) சி. நரேந்திரன் கொண்டாபுரம் குடியிருப்பு, அம்மனேரி திருவள்ளூர் மாவட்டம். [1245, 306, 1635, 457]
section-heading: பென்னாகரம் மேற்கு ஒன்றியம் [86, 388, 335, 409]
member-paragraph: துணை அமைப்பாளர்கள் - 1) ரா. தமிழ்செல்வன் மாமரத்துப்பள்ளம் கிராமம், பேடரஅள்ளி அஞ்சல் பென்னாகரம் வட்டம், தருமபுரி. 2) செ. ராமக்குமார் திருமல்வாடி கிராமம், கிட்டம்பட்டி அஞ்சல், பென்னாகரம் வட்டம், தருமபுரி. 3) ஜெ. சிவம் நாட்டிநாயக்கனஅள்ளி கிராமம், பாப்பாரப்பட்டி அஞ்சல் பென்னாகரம் வட்டம், தருமபுரி. 4) ச. உதயகுமார் 3/377, புதிநத்தம் கிராமம், பிக்கிலி அஞ்சல், பென்னாகரம் வட்டம், தருமபுரி. 5) ரா. வேலன் பெரியூர் கிராமம், பிக்கிலி அஞ்சல், பென்னாகரம் வட்டம், தருமபுரி. [16, 454, 405, 624]
section-heading: திருத்தணி தெற்கு ஒன்றியம் [918, 1974, 1141, 1995]
member-paragraph: துணை அமைப்பாளர்கள் - 1) ரா. ராஜ்குமார் இந்திரா நகர், பென்னாகரம், தருமபுரி - 636810. 2) ர. அண்ணா பென்னாகரம் அஞ்சல், பென்னாகரம், தருமபுரி - 636810. 3) ம. ஆகாஷ் கொல்ல மாரியம்மன் கோவில் தெரு, முள்ளுவாடி கிழக்கு, பென்னாகரம், தருமபுரி - 636810. 4) ஜெ. ஞானசேகரன் கொல்ல மாரியம்மன் கோவில் தெரு, முள்ளுவாடி கிழக்கு, பென்னாகரம், தருமபுரி - 636810. 5) பெ. சிவராஜ் 38, அம்பேத்கர் குடியிருப்பு, கிருஷ்ணாபுரம், பென்னாகரம், தருமபுரி - 636810. 6) ச. கார்த்திக் கிருஷ்ணாபுரம் குடியிருப்பு, தருமபுரி - 636810. [16, 1636, 405, 1806]
member-paragraph: துணை அமைப்பாளர்கள் - 1) சி. பரமேஷ், 6/10, அம்மன்கோவில் வடக்கு தெரு, கீழ ராமன்புதூர், நாகர்கோவில், கன்னியாகுமரி மாவட்டம். 2) ச. சிந்து பவன், 18/20, வடக்கு கன்னக்குடியிருப்பு, ராமன்புதூர், நாகர்கோவில், கன்னியாகுமரி மாவட்டம். 3) ஆ. நவீன், 17-87/1, சாஸ்தான் கோவில்விளை, புத்தளம், கன்னியாகுமரி மாவட்டம். 4) க. பிரேம் ஆனந்த், முவிலன்விளை, மணக்கடியிருப்பு அஞ்சல், கன்னியாகுமரி மாவட்டம். 5) நெ. மலக்கீன் கொஜா, 17எ/4பி, கீழத் தெரு, குருசடி, நாகர்கோவில், கன்னியாகுமரி மாவட்டம். 6) ப. தனஞ்செயன், 9-66, பூவன்குடியிருப்பு, பெருமாள்புரம், கன்னியாகுமரி மாவட்டம். [836, 963, 1224, 1152]
member-paragraph: அமைப்பாளர் - வெ.லோகேஷ் எண்.2/18, ரங்கய்ய பள்ளி, பள்ளிப்பட்டு திருவள்ளூர் மாவட்டம். [1245, 1321, 1635, 1356]
section-heading: மேற்கு பகுதி [977, 332, 1082, 353]
member-paragraph: அமைப்பாளர் - மு. பிரதேஷ், 7/20, தெற்கு தெரு பறக்கை, கன்னியாகுமரி மாவட்டம். [426, 319, 814, 353]
section-heading: திருத்தணி மேற்கு ஒன்றியம் [918, 1486, 1141, 1506]
member-paragraph: துணை அமைப்பாளர்கள் - 1) எஸ்.பாரதிராஜா எண்.4/74, செல்வ விநாயகர் கோயில் தெரு, மத்தூர் திருவள்ளூர் மாவட்டம். 2) எம்.பிரதாப்ராஜ் எண்.1/30, சக்தி அம்மன் கோயில் தெரு, தும்பிகுளம் திருவள்ளூர் மாவட்டம். 3) வே.ஜம்புலிங்கம் எண்.133, பஜனை கோயில் தெரு, அகூர் திருவள்ளூர் மாவட்டம். 4) கா. முகமது சலீம் எண்.3/349, ஆதி தெரு, இஸ்லாம் நகர் திருவள்ளூர் மாவட்டம். 5) ஆர்.கவிதா ஓம் சக்தி கோயில் தெரு, சூரிய நகரம் திருவள்ளூர் மாவட்டம். 6) இ.ஜெ.ஏசம்பரம் எண்.63, டெலகாம் தெரு, வி.சி.ஆர். கண்டிகை, திருவள்ளூர் மாவட்டம். [836, 1551, 1224, 1721]
member-paragraph: துணை அமைப்பாளர்கள் - 1) ஜி. விக்னேஷ் வெள்ளாத்தூர் கிராமம், ஆர்.கே. பேட்டை அஞ்சல், வெள்ளாத்தூர் ஊராட்சி - 631303, திருவள்ளூர் மாவட்டம். 2) எம்.பி. விஸ்வநாதன் 3/628, சி.பி. கோவில் தெரு, கன்டிகை எஸ்.வி.ஜி.புரம் ஊராட்சி - 631304, திருவள்ளூர் மாவட்டம். 3) எஸ். தனஞ்செழியன் இ.எம். ஆர். கண்டிகை கிராமம், ஜி.சி.எஸ். கண்டிகை ஊராட்சி - 631304, திருவள்ளூர் மாவட்டம். 4) சூர்யபிரகாஷ் விளக்கணாம்பூடி மேடு, வடிவேயூ ஆர்வலர் வீதி, ஆர்.கே. பேட்டை ஊராட்சி - 631303, திருவள்ளூர் மாவட்டம். 5) எஸ்.கே. பாஜமூர் 3/680, சி.பி. கோவில் தெரு, வங்கனூர் ஊராட்சி - 631304, திருவள்ளூர் மாவட்டம். [1245, 1096, 1635, 1286]
section-heading: அகஸ்தீஸ்வரம் தெற்கு ஒன்றியம் [488, 67, 752, 88]
member-paragraph: அமைப்பாளர் - ஆர்.எம்.பாபு எண்.2/44, பெரிய தெரு, பி.சி.என்.கண்டிகை, திருத்தணி, திருவள்ளூர் மாவட்டம். [836, 1249, 1224, 1284]
member-paragraph: துணை அமைப்பாளர்கள் - 1) பி. சாம் சுகிஷோர். 26/74 மார்கெட் ரோடு, குளச்சல், கன்னியாகுமரி மாவட்டம். 2) வே. சரவிலன் 26/54எ, பள்ளி விளாகம், குளச்சல், கன்னியாகுமரி மாவட்டம். 3) ஐ. அமானுல்லா 4/241/9, கீழ தெரு, குளச்சல், கன்னியாகுமரி மாவட்டம். 4) ர. சிபிநா 6/11/4, [426, 2008, 814, 2101]
member-paragraph: அமைப்பாளர் - ஜெ.ஏழுமலை எண்.1/154, பஜனை கோயில் தெரு, பூனிமாங்காடு திருவள்ளூர் மாவட்டம். [836, 1757, 1224, 1791]
